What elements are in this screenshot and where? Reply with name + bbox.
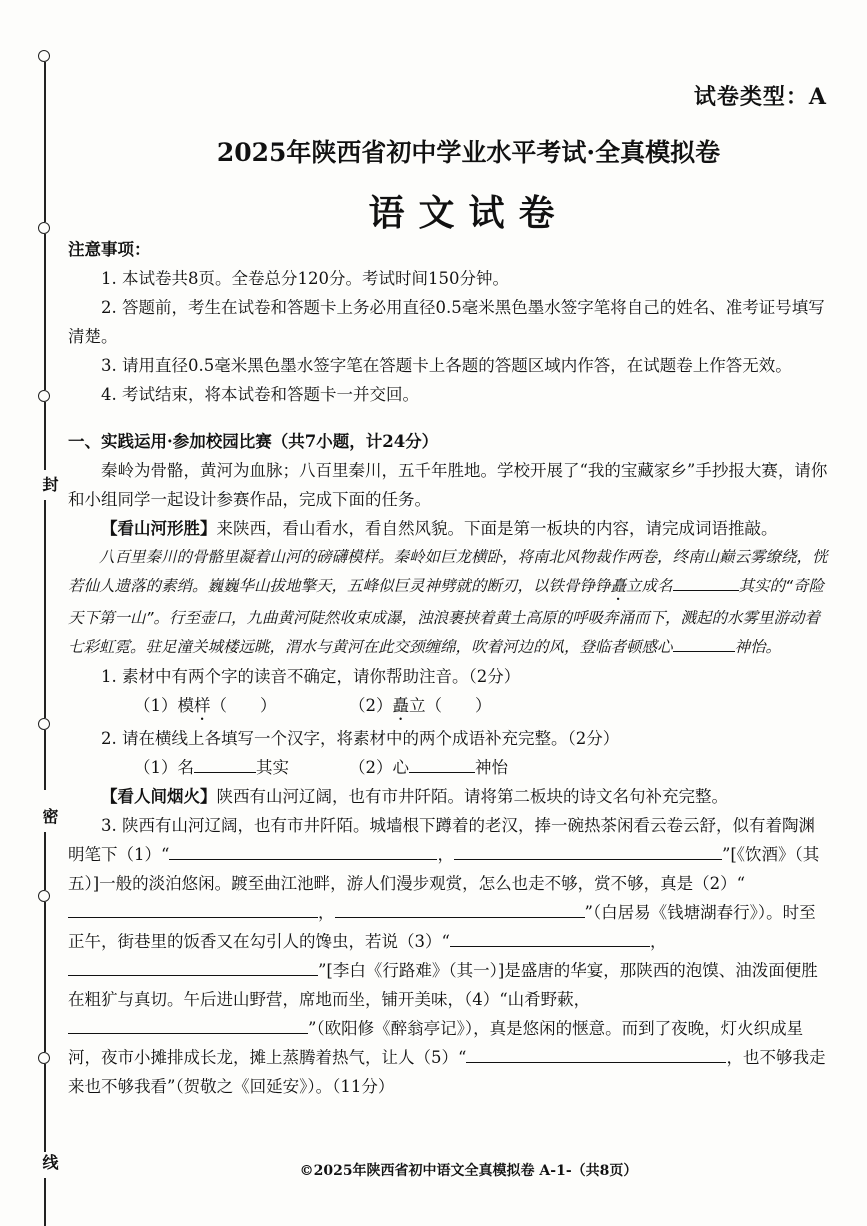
binding-hole bbox=[38, 50, 50, 62]
q3-text: 3. 陕西有山河辽阔，也有市井阡陌。城墙根下蹲着的老汉，捧一碗热茶闲看云卷云舒，似有着陶渊明笔下（1）“ bbox=[68, 816, 815, 864]
material-text: 立成名 bbox=[626, 577, 673, 595]
binding-line bbox=[44, 62, 46, 222]
binding-char-secret: 密 bbox=[40, 808, 59, 824]
q1-opt1-answer[interactable]: （ ） bbox=[210, 696, 277, 715]
notice-item: 4. 考试结束，将本试卷和答题卡一并交回。 bbox=[101, 385, 419, 404]
q3-text: ” bbox=[721, 845, 731, 864]
q1-option-2 bbox=[349, 696, 492, 715]
q1-opt2-prefix: （2） bbox=[349, 696, 393, 715]
q3-text: ”[李白《行路难》（其一）]是盛唐的华宴，那陕西的泡馍、油泼面便胜在粗犷与真切。午后进山野营，席地而坐，铺开美味，（4）“山肴野蔌， bbox=[68, 961, 818, 1009]
q3-text: ”（白居易《钱塘湖春行》）。时至正午，街巷里的饭香又在勾引人的馋虫，若说（3）“ bbox=[68, 903, 816, 951]
binding-line bbox=[44, 234, 46, 390]
binding-hole bbox=[38, 890, 50, 902]
q1-opt2-dotted: 矗 bbox=[392, 696, 409, 715]
q1-opt1-dotted: 样 bbox=[194, 696, 211, 715]
binding-char-seal: 封 bbox=[40, 476, 59, 492]
material-text: 其实的“奇险天下第一山”。行至壶口，九曲黄河陡然收束成瀑，浊浪裹挟着黄土高原的呼吸奔涌而下，溅起的水雾里游动着七彩虹霓。驻足潼关城楼远眺，渭水与黄河在此交颈缠绵，吹着河边的风，登临者顿感心 bbox=[68, 577, 825, 656]
idiom-blank-1[interactable] bbox=[673, 572, 739, 591]
q3-text: [《饮酒》（其五）]一般的淡泊悠闲。踱至曲江池畔，游人们漫步观赏，怎么也走不够，赏不够，真是（2）“ bbox=[68, 845, 820, 893]
q3-blank-2a[interactable] bbox=[68, 899, 318, 918]
q2-opt1-suffix: 其实 bbox=[256, 758, 289, 777]
q3-blank-3a[interactable] bbox=[450, 928, 650, 947]
q2-opt2-prefix: （2）心 bbox=[349, 758, 409, 777]
binding-line bbox=[44, 730, 46, 790]
notice-item: 3. 请用直径0.5毫米黑色墨水签字笔在答题卡上各题的答题区域内作答，在试题卷上作答无效。 bbox=[101, 356, 792, 375]
notice-item: 2. 答题前，考生在试卷和答题卡上务必用直径0.5毫米黑色墨水签字笔将自己的姓名、准考证号填写清楚。 bbox=[68, 298, 825, 346]
binding-hole bbox=[38, 222, 50, 234]
material-paragraph bbox=[68, 543, 830, 662]
q2-opt1-prefix: （1）名 bbox=[134, 758, 194, 777]
binding-margin bbox=[0, 0, 70, 1226]
q2-option-2 bbox=[349, 758, 508, 777]
binding-line bbox=[44, 500, 46, 718]
question-1-stem: 1. 素材中有两个字的读音不确定，请你帮助注音。（2分） bbox=[101, 667, 521, 686]
q3-text: ，也不够我走来也不够我看”（贺敬之《回延安》）。（11分） bbox=[68, 1048, 826, 1096]
notice-title: 注意事项： bbox=[68, 240, 151, 259]
q1-opt2-answer[interactable]: 立（ ） bbox=[409, 696, 492, 715]
q2-blank-2[interactable] bbox=[409, 754, 475, 773]
section-intro: 秦岭为骨骼，黄河为血脉；八百里秦川，五千年胜地。学校开展了“我的宝藏家乡”手抄报大赛，请你和小组同学一起设计参赛作品，完成下面的任务。 bbox=[68, 461, 828, 509]
q3-blank-3b[interactable] bbox=[68, 957, 318, 976]
q1-option-1 bbox=[101, 691, 349, 724]
binding-char-line: 线 bbox=[40, 1154, 59, 1170]
q3-text: ”（欧阳修《醉翁亭记》），真是悠闲的惬意。而到了夜晚，灯火织成星河，夜市小摊排成长龙，摊上蒸腾着热气，让人（5）“ bbox=[68, 1019, 804, 1067]
q2-opt2-suffix: 神怡 bbox=[475, 758, 508, 777]
page-title: 语文试卷 bbox=[368, 192, 569, 234]
binding-line bbox=[44, 1178, 46, 1226]
q3-text: ， bbox=[318, 903, 335, 922]
q3-blank-5[interactable] bbox=[466, 1044, 726, 1063]
q3-text: ， bbox=[437, 845, 454, 864]
notice-item: 1. 本试卷共8页。全卷总分120分。考试时间150分钟。 bbox=[101, 269, 509, 288]
binding-hole bbox=[38, 1052, 50, 1064]
task2-tag: 【看人间烟火】 bbox=[101, 787, 217, 806]
binding-line bbox=[44, 1064, 46, 1152]
task1-tag: 【看山河形胜】 bbox=[101, 519, 217, 538]
question-2-options bbox=[68, 753, 830, 782]
binding-hole bbox=[38, 390, 50, 402]
task2-text: 陕西有山河辽阔，也有市井阡陌。请将第二板块的诗文名句补充完整。 bbox=[216, 787, 728, 806]
material-dotted-char: 矗 bbox=[610, 577, 627, 595]
q3-blank-4[interactable] bbox=[68, 1015, 308, 1034]
task1 bbox=[68, 514, 830, 543]
page-footer: ©2025年陕西省初中语文全真模拟卷 A-1-（共8页） bbox=[299, 1163, 638, 1179]
q3-blank-1b[interactable] bbox=[454, 841, 722, 860]
q3-blank-2b[interactable] bbox=[335, 899, 585, 918]
binding-line bbox=[44, 402, 46, 470]
q2-option-1 bbox=[101, 753, 349, 782]
binding-hole bbox=[38, 718, 50, 730]
task1-text: 来陕西，看山看水，看自然风貌。下面是第一板块的内容，请完成词语推敲。 bbox=[216, 519, 778, 538]
idiom-blank-2[interactable] bbox=[673, 633, 735, 652]
material-text: 神怡。 bbox=[734, 638, 782, 656]
q1-opt1-prefix: （1）模 bbox=[134, 696, 194, 715]
question-3 bbox=[68, 811, 830, 1101]
section-heading: 一、实践运用·参加校园比赛（共7小题，计24分） bbox=[68, 432, 439, 451]
q3-blank-1a[interactable] bbox=[169, 841, 437, 860]
q3-text: ， bbox=[649, 932, 667, 951]
question-2-stem: 2. 请在横线上各填写一个汉字，将素材中的两个成语补充完整。（2分） bbox=[101, 729, 620, 748]
binding-line bbox=[44, 902, 46, 1052]
binding-line bbox=[44, 832, 46, 890]
material-text: 八百里秦川的骨骼里凝着山河的磅礴模样。秦岭如巨龙横卧，将南北风物裁作两卷，终南山巅云雾缭绕，恍若仙人遗落的素绡。巍巍华山拔地擎天，五峰似巨灵神劈就的断刃，以铁骨铮铮 bbox=[68, 548, 828, 595]
question-1-options bbox=[68, 691, 830, 724]
paper-type: 试卷类型：A bbox=[693, 84, 827, 110]
exam-title: 2025年陕西省初中学业水平考试·全真模拟卷 bbox=[216, 138, 721, 167]
exam-content bbox=[68, 235, 830, 1101]
task2 bbox=[68, 782, 830, 811]
q2-blank-1[interactable] bbox=[194, 754, 256, 773]
